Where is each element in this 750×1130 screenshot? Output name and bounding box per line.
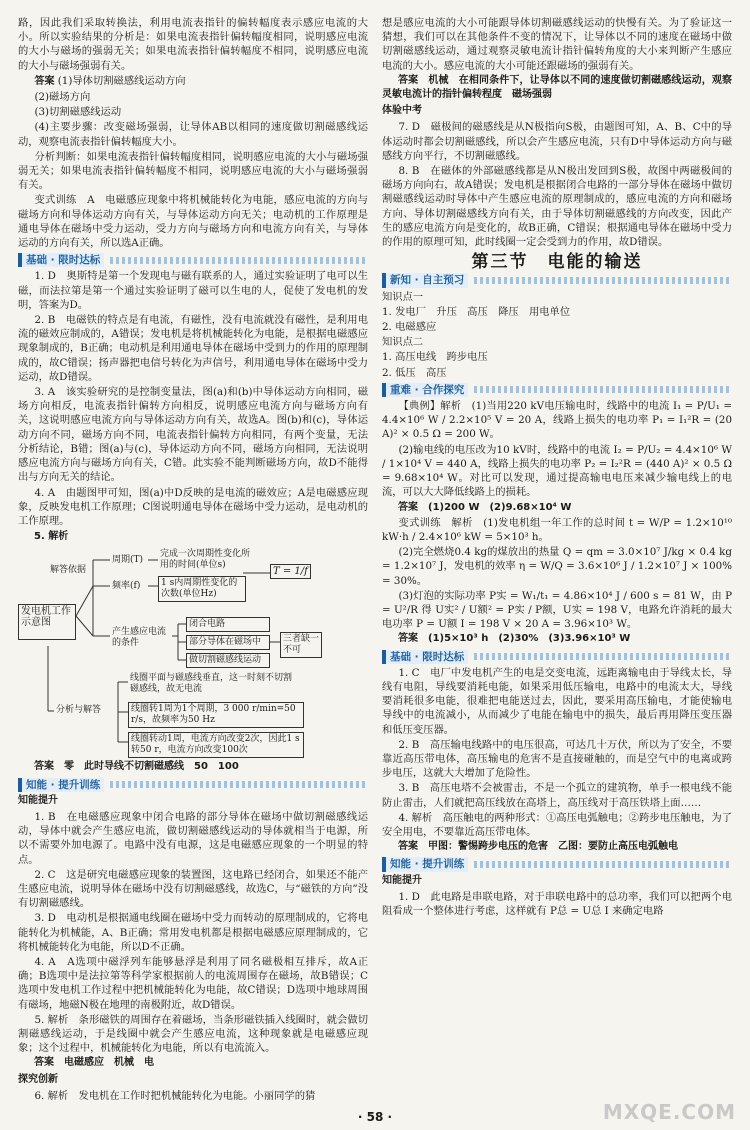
solution-item: 变式训练 解析 (1)发电机组一年工作的总时间 t = W/P = 1.2×10¹⁰ kW·h / 2.4×10⁶ kW = 5×10³ h。 — [382, 516, 732, 543]
section-band-label: 基础 · 限时达标 — [18, 253, 104, 267]
diagram-note: 三者缺一不可 — [280, 632, 322, 658]
paragraph: 路，因此我们采取转换法，利用电流表指针的偏转幅度表示感应电流的大小。所以实验结果的分析是：如果电流表指针偏转幅度相同，说明感应电流的大小与磁场的强弱无关；如果电流表指针偏转幅度不相同，说明感应电流的大小与磁场强弱有关。 — [18, 17, 368, 72]
diagram-period: 周期(T) — [112, 555, 144, 566]
answer-line: 答案 (1)5×10³ h (2)30% (3)3.96×10³ W — [398, 633, 631, 645]
section-band-label: 基础 · 限时达标 — [382, 650, 468, 664]
section-title: 第三节 电能的输送 — [471, 252, 643, 273]
subheading: 体验中考 — [382, 105, 422, 117]
subheading: 知能提升 — [382, 874, 422, 886]
knowledge-point-item: 2. 电磁感应 — [382, 321, 437, 334]
section-band — [382, 650, 732, 664]
solution-item: 【典例】解析 (1)当用220 kV电压输电时，线路中的电流 I₁ = P/U₁ = 4.4×10⁶ W / 2.2×10⁵ V = 20 A，线路上损失的电功率 P₁ = I₁²R = (20 A)² × 0.5 Ω = 200 W。 — [382, 400, 732, 441]
solution-item: (2)输电线的电压改为10 kV时，线路中的电流 I₂ = P/U₂ = 4.4×10⁶ W / 1×10⁴ V = 440 A，线路上损失的电功率 P₂ = I₂²R = (440 A)² × 0.5 Ω = 9.68×10⁴ W。对比可以发现，通过提高输电电压来减少输电线上的电流，可以大大降低线路上的损耗。 — [382, 443, 732, 499]
band-decoration — [474, 861, 732, 868]
answer-line: 答案 甲图：警惕跨步电压的危害 乙图：要防止高压电弧触电 — [398, 841, 678, 853]
subheading: 探究创新 — [18, 1073, 58, 1085]
section-band — [382, 383, 732, 397]
paragraph: 想是感应电流的大小可能跟导体切割磁感线运动的快慢有关。为了验证这一猜想，我们可以在其他条件不变的情况下，让导体以不同的速度在磁场中做切割磁感线运动，通过观察灵敏电流计指针偏转角度的大小来判断产生感应电流的大小。感应电流的大小可能还跟磁场的强弱有关。 — [382, 17, 732, 72]
page — [18, 16, 732, 1116]
solution-item: 1. C 电厂中发电机产生的电是交变电流，远距离输电由于导线太长，导线有电阻，导线要消耗电能，如果采用低压输电，电路中的电流太大，导线要消耗很多电能，很难把电能送过去，因此，要采用高压输电，才能使输电导线中的电流减小，从而减少了电能在输电中的损失，最后再用降压变压器和低压变压器。 — [382, 666, 732, 736]
section-band — [18, 253, 368, 267]
solution-item: 8. B 在磁体的外部磁感线都是从N极出发回到S极，故图中两磁极间的磁场方向向右，故A错误；发电机是根据闭合电路的一部分导体在磁场中做切割磁感线运动时导体中产生感应电流的原理制成的，感应电流的方向和磁场方向、导体切割磁感线方向有关，由于导体切割磁感线的方向改变，因此产生的感应电流方向是变化的，故B正确，C错误；根据通电导体在磁场中受力的作用的原理可知，此时线圈一定会受到力的作用，故D错误。 — [382, 165, 732, 249]
diagram-center: 发电机工作示意图 — [18, 604, 76, 640]
diagram-condition: 产生感应电流的条件 — [110, 626, 172, 650]
solution-item: 1. B 在电磁感应现象中闭合电路的部分导体在磁场中做切割磁感线运动，导体中就会产生感应电流，做切割磁感线运动的导体就相当于电源，所以不需要外加电源了。电路中没有电源，这是电磁感应现象的一个明显的特点。 — [18, 810, 368, 866]
band-decoration — [474, 653, 732, 660]
diagram-condition-1: 闭合电路 — [186, 617, 270, 632]
answer-item: (1)导体切割磁感线运动方向 — [57, 74, 186, 87]
band-decoration — [110, 257, 368, 264]
knowledge-point-item: 1. 发电厂 升压 高压 降压 用电单位 — [382, 305, 571, 318]
solution-item: 3. B 高压电塔不会被雷击，不是一个孤立的建筑物，单手一根电线不能防止雷击，人们就把高压线放在高塔上，高压线对于高压铁塔上面…… — [382, 782, 732, 809]
section-band — [18, 778, 368, 792]
section-band — [382, 273, 732, 287]
solution-item: 1. D 奥斯特是第一个发现电与磁有联系的人，通过实验证明了电可以生磁，而法拉第是第一个通过实验证明了磁可以生电的人，促使了发电机的发明，答案为D。 — [18, 270, 368, 311]
band-decoration — [474, 386, 732, 393]
solution-item: 2. B 高压输电线路中的电压很高，可达几十万伏，所以为了安全，不要靠近高压带电体，高压输电的危害不是直接碰触的，而是空气中的电离或跨步电压，这就大大增加了危险性。 — [382, 738, 732, 780]
diagram-analysis-1: 线圈平面与磁感线垂直，这一时刻不切割磁感线，故无电流 — [128, 672, 302, 696]
solution-item: 5. 解析 条形磁铁的周围存在着磁场，当条形磁铁插入线圈时，就会做切割磁感线运动，于是线圈中就会产生感应电流，这种现象就是电磁感应现象；这个过程中，机械能转化为电能，所以有电流流入。 — [18, 1013, 368, 1055]
diagram-frequency: 频率(f) — [112, 581, 141, 592]
solution-item: 6. 解析 发电机在工作时把机械能转化为电能。小丽同学的猜 — [34, 1089, 316, 1102]
watermark: MXQE.COM — [602, 1100, 736, 1124]
solution-item: 1. D 此电路是串联电路，对于串联电路中的总功率，我们可以把两个电阻看成一个整体进行考虑，这样就有 P总 = U总 I 来确定电路 — [382, 890, 732, 917]
solution-item: 2. C 这是研究电磁感应现象的装置图，这电路已经闭合，如果还不能产生感应电流，说明导体在磁场中没有切割磁感线，故选C，与“磁铁的方向”没有切割磁感线。 — [18, 868, 368, 910]
diagram-analysis-3: 线圈转动1周，电流方向改变2次，因此1 s转50 r，电流方向改变100次 — [128, 732, 304, 758]
knowledge-point-item: 1. 高压电线 跨步电压 — [382, 351, 488, 364]
solution-item: 5. 解析 — [34, 531, 69, 543]
knowledge-point-label: 知识点一 — [382, 290, 424, 303]
paragraph: 分析判断：如果电流表指针偏转幅度相同，说明感应电流的大小与磁场强弱无关；如果电流表指针偏转幅度不相同，说明感应电流的大小与磁场强弱有关。 — [18, 150, 368, 192]
paragraph: 变式训练 A 电磁感应现象中将机械能转化为电能，感应电流的方向与磁场方向和导体运动方向有关，与导体运动方向无关；电动机的工作原理是通电导体在磁场中受力运动，受力方向与磁场方向和电流方向有关，与导体运动的方向有关，所以选A正确。 — [18, 194, 368, 250]
diagram-analysis-2: 线圈转1周为1个周期，3 000 r/min=50 r/s，故频率为50 Hz — [128, 702, 304, 728]
band-decoration — [474, 277, 732, 284]
section-band-label: 新知 · 自主预习 — [382, 273, 468, 287]
section-band-label: 知能 · 提升训练 — [18, 778, 104, 792]
solution-item: (3)灯泡的实际功率 P实 = W₁/t₁ = 4.86×10⁴ J / 600 s = 81 W，由 P = U²/R 得 U实² / U额² = P实 / P额，U实 = 198 V，电路允许消耗的最大电功率 P = U额 I = 198 V × 20 A = 3.96×10³ W。 — [382, 589, 732, 631]
diagram-basis: 解答依据 — [50, 565, 87, 576]
band-decoration — [110, 781, 368, 788]
left-column — [18, 16, 368, 1104]
section-band-label: 重难 · 合作探究 — [382, 383, 468, 397]
solution-item: 7. D 磁极间的磁感线是从N极指向S极，由题图可知，A、B、C中的导体运动时都会切割磁感线，所以会产生感应电流，只有D中导体运动方向与磁感线方向平行，不切割磁感线。 — [382, 121, 732, 162]
concept-diagram — [18, 546, 368, 756]
diagram-frequency-desc: 1 s内周期性变化的次数(单位Hz) — [158, 576, 246, 602]
answer-line: 答案 零 此时导线不切割磁感线 50 100 — [34, 761, 239, 773]
solution-item: 2. B 电磁铁的特点是有电流，有磁性，没有电流就没有磁性，是利用电流的磁效应制成的，A错误；发电机是将机械能转化为电能，是根据电磁感应现象制成的，B正确；电动机是利用通电导体在磁场中受到力的作用的原理制成的，故C错误；扬声器把电信号转化为声信号，利用通电导体在磁场中受力运动，故D错误。 — [18, 314, 368, 383]
section-band — [382, 857, 732, 871]
right-column — [382, 16, 732, 919]
answer-item: (2)磁场方向 — [34, 91, 91, 104]
answer-line: 答案 (1)200 W (2)9.68×10⁴ W — [398, 501, 572, 513]
solution-item: (2)完全燃烧0.4 kg的煤放出的热量 Q = qm = 3.0×10⁷ J/kg × 0.4 kg = 1.2×10⁷ J，发电机的效率 η = W/Q = 3.6×10⁶ J / 1.2×10⁷ J × 100% = 30%。 — [382, 546, 732, 587]
knowledge-point-item: 2. 低压 高压 — [382, 366, 447, 379]
solution-item: 4. A A选项中磁浮列车能够悬浮是利用了同名磁极相互排斥，故A正确；B选项中是法拉第等科学家根据前人的电流周围存在磁场，故B错误；C选项中发电机工作过程中把机械能转化为电能，故C错误；D选项中地球周围有磁场，地磁N极在地理的南极附近，故D错误。 — [18, 955, 368, 1011]
diagram-period-desc: 完成一次周期性变化所用的时间(单位s) — [160, 549, 251, 571]
diagram-analysis: 分析与解答 — [54, 704, 110, 717]
solution-item: 4. A 由题图甲可知，图(a)中D反映的是电流的磁效应；A是电磁感应现象，反映发电机工作原理；C图说明通电导体在磁场中受力运动，是电动机的工作原理。 — [18, 486, 368, 527]
solution-item: 3. D 电动机是根据通电线圈在磁场中受力而转动的原理制成的，它将电能转化为机械能，A、B正确；常用发电机都是根据电磁感应原理制成的，它将机械能转化为电能，所以D不正确。 — [18, 912, 368, 953]
answer-item: (4)主要步骤：改变磁场强弱，让导体AB以相同的速度做切割磁感线运动，观察电流表指针偏转幅度大小。 — [18, 121, 368, 148]
diagram-condition-3: 做切割磁感线运动 — [186, 653, 270, 668]
solution-item: 3. A 该实验研究的是控制变量法，图(a)和(b)中导体运动方向相同，磁场方向相反，电流表指针偏转方向相反，说明感应电流方向与磁场方向有关，这说明感应电流方向与导体运动方向有关，故选A。图(b)和(c)，导体运动方向不同，磁场方向不同，电流表指针偏转方向相同，有两个变量，无法分析结论，B错；图(a)与(c)，导体运动方向不同，磁场方向相同，无法说明感应电流方向与磁场方向有关，C错。此实验不能判断磁场方向，故D不能得出与方向无关的结论。 — [18, 386, 368, 484]
diagram-condition-2: 部分导体在磁场中 — [186, 635, 270, 650]
subheading: 知能提升 — [18, 794, 58, 806]
page-number: · 58 · — [357, 1110, 393, 1124]
solution-item: 4. 解析 高压触电的两种形式：①高压电弧触电；②跨步电压触电，为了安全用电，不要靠近高压带电体。 — [382, 811, 732, 838]
diagram-formula: T = 1/f — [270, 564, 311, 579]
answer-line: 答案 电磁感应 机械 电 — [34, 1057, 154, 1069]
answer-line: 答案 机械 在相同条件下，让导体以不同的速度做切割磁感线运动，观察灵敏电流计的指针偏转程度 磁场强弱 — [382, 74, 732, 101]
answer-label: 答案 — [34, 75, 55, 87]
answer-item: (3)切割磁感线运动 — [34, 106, 122, 119]
section-band-label: 知能 · 提升训练 — [382, 857, 468, 871]
knowledge-point-label: 知识点二 — [382, 336, 424, 349]
